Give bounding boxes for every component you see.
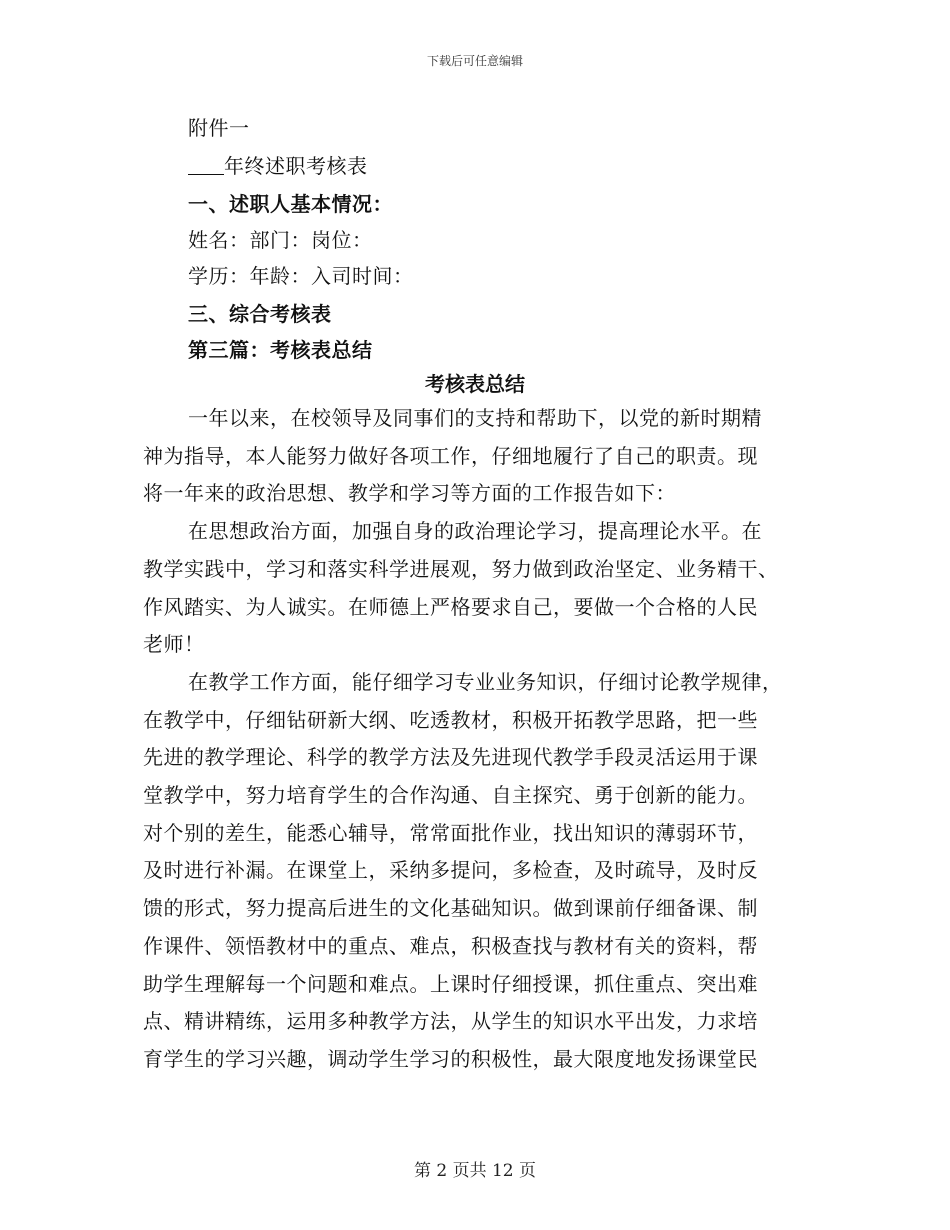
form-title xyxy=(188,152,368,180)
body-line: 一年以来，在校领导及同事们的支持和帮助下，以党的新时期精 xyxy=(188,406,762,430)
body-line: 在教学中，仔细钻研新大纲、吃透教材，积极开拓教学思路，把一些 xyxy=(143,708,758,732)
body-line: 将一年来的政治思想、教学和学习等方面的工作报告如下： xyxy=(143,481,676,505)
body-line: 点、精讲精练，运用多种教学方法，从学生的知识水平出发，力求培 xyxy=(143,1009,758,1033)
blank-year xyxy=(188,154,224,175)
body-line: 助学生理解每一个问题和难点。上课时仔细授课，抓住重点、突出难 xyxy=(143,972,758,996)
body-line: 教学实践中，学习和落实科学进展观，努力做到政治坚定、业务精干、 xyxy=(143,557,779,581)
fields-line-1: 姓名：部门：岗位： xyxy=(188,228,373,252)
page-footer: 第 2 页共 12 页 xyxy=(413,1161,537,1181)
body-line: 馈的形式，努力提高后进生的文化基础知识。做到课前仔细备课、制 xyxy=(143,896,758,920)
section-three-heading: 三、综合考核表 xyxy=(188,302,332,326)
body-line: 先进的教学理论、科学的教学方法及先进现代教学手段灵活运用于课 xyxy=(143,745,758,769)
body-line: 作风踏实、为人诚实。在师德上严格要求自己，要做一个合格的人民 xyxy=(143,595,758,619)
fields-line-2: 学历：年龄：入司时间： xyxy=(188,264,414,288)
header-note: 下载后可任意编辑 xyxy=(426,54,523,68)
doc-title: 考核表总结 xyxy=(425,372,525,396)
attachment-label: 附件一 xyxy=(188,116,250,140)
body-line: 神为指导，本人能努力做好各项工作，仔细地履行了自己的职责。现 xyxy=(143,444,758,468)
section-one-heading: 一、述职人基本情况： xyxy=(188,192,393,216)
form-title-text: 年终述职考核表 xyxy=(224,154,368,178)
body-line: 育学生的学习兴趣，调动学生学习的积极性，最大限度地发扬课堂民 xyxy=(143,1047,758,1071)
body-line: 作课件、领悟教材中的重点、难点，积极查找与教材有关的资料，帮 xyxy=(143,934,758,958)
body-line: 及时进行补漏。在课堂上，采纳多提问，多检查，及时疏导，及时反 xyxy=(143,858,758,882)
body-line: 在教学工作方面，能仔细学习专业业务知识，仔细讨论教学规律， xyxy=(188,670,783,694)
body-line: 堂教学中，努力培育学生的合作沟通、自主探究、勇于创新的能力。 xyxy=(143,783,758,807)
body-line: 对个别的差生，能悉心辅导，常常面批作业，找出知识的薄弱环节， xyxy=(143,821,758,845)
body-line: 老师！ xyxy=(143,632,205,656)
part-heading: 第三篇：考核表总结 xyxy=(188,338,373,362)
body-line: 在思想政治方面，加强自身的政治理论学习，提高理论水平。在 xyxy=(188,519,762,543)
